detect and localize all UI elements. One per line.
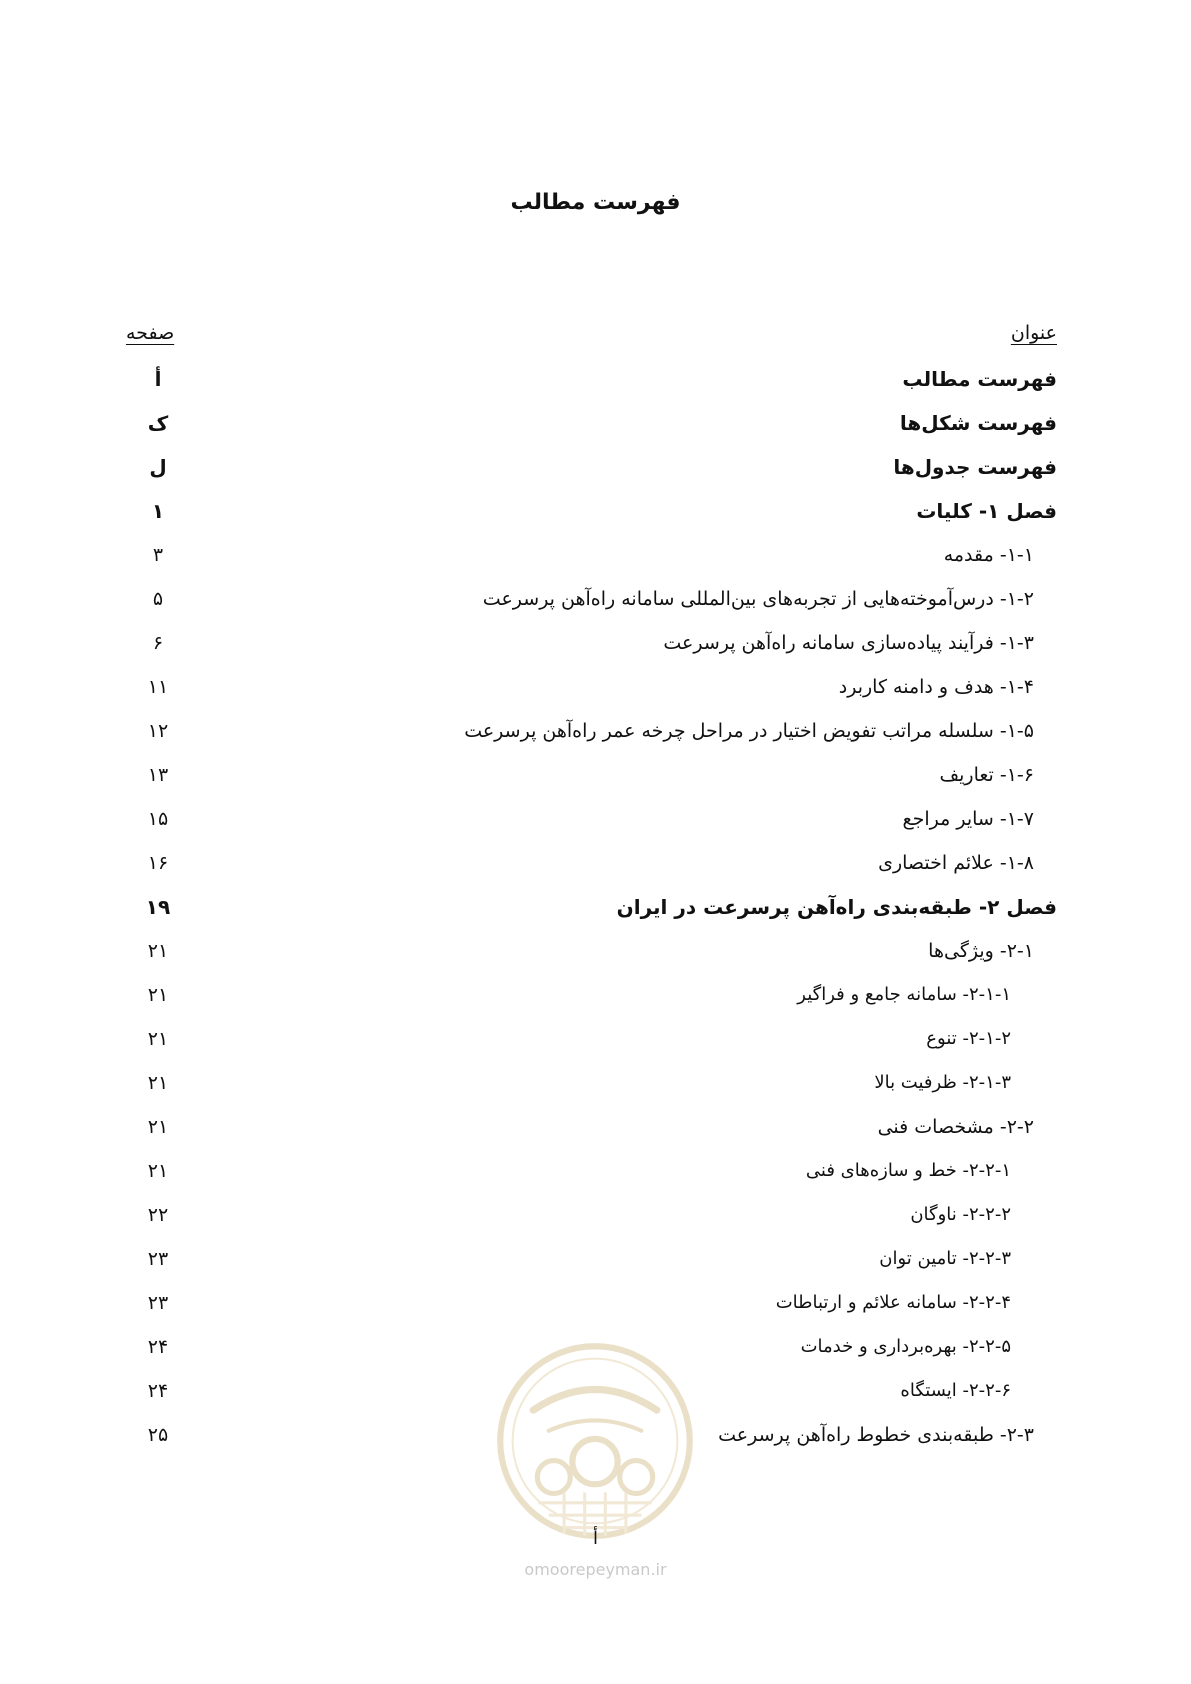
toc-entry-title: ۱-۳- فرآیند پیاده‌سازی سامانه راه‌آهن پرسرعت (663, 632, 1034, 654)
toc-entry-page: ۱۵ (147, 808, 169, 830)
toc-entry-title: ۱-۶- تعاریف (939, 764, 1034, 786)
toc-entry (0, 628, 1191, 672)
toc-entry-title: ۱-۲- درس‌آموخته‌هایی از تجربه‌های بین‌المللی سامانه راه‌آهن پرسرعت (482, 588, 1034, 610)
page-number: أ (592, 1528, 598, 1549)
toc-entry (0, 452, 1191, 496)
toc-entry-title: ۱-۷- سایر مراجع (902, 808, 1034, 830)
toc-entry (0, 848, 1191, 892)
toc-entry-title: ۱-۱- مقدمه (943, 544, 1034, 566)
toc-entry-page: ک (147, 411, 169, 435)
toc-entry-page: ۱ (151, 499, 165, 523)
toc-entry (0, 1156, 1191, 1200)
toc-entry (0, 936, 1191, 980)
toc-entry-page: ۳ (152, 544, 164, 566)
toc-entry (0, 364, 1191, 408)
toc-entry-title: ۲-۱-۱- سامانه جامع و فراگیر (797, 984, 1011, 1005)
toc-entry-page: ۲۱ (147, 940, 169, 962)
toc-entry-page: ۱۶ (147, 852, 169, 874)
toc-entry-page: ۶ (152, 632, 164, 654)
toc-entry (0, 1068, 1191, 1112)
toc-entry-page: ۲۳ (147, 1292, 169, 1314)
toc-entry-title: ۲-۱-۲- تنوع (926, 1028, 1011, 1049)
toc-entry-title: ۲-۱-۳- ظرفیت بالا (874, 1072, 1011, 1093)
toc-entry-title: ۲-۲-۵- بهره‌برداری و خدمات (800, 1336, 1011, 1357)
toc-entry-page: ۲۴ (147, 1380, 169, 1402)
toc-entry-title: ۲-۲- مشخصات فنی (877, 1116, 1034, 1138)
table-of-contents (0, 364, 1191, 1464)
toc-entry (0, 980, 1191, 1024)
toc-entry-title: فصل ۱- کلیات (916, 499, 1057, 523)
toc-entry-title: ۱-۸- علائم اختصاری (878, 852, 1034, 874)
watermark-text: omoorepeyman.ir (524, 1560, 667, 1579)
toc-entry-title: ۲-۲-۱- خط و سازه‌های فنی (805, 1160, 1011, 1181)
toc-entry-title: ۲-۲-۲- ناوگان (910, 1204, 1011, 1225)
toc-entry (0, 584, 1191, 628)
toc-entry (0, 408, 1191, 452)
toc-entry-page: ۵ (152, 588, 164, 610)
toc-entry-page: ل (149, 455, 167, 479)
toc-entry-page: ۱۳ (147, 764, 169, 786)
toc-entry (0, 1112, 1191, 1156)
toc-entry (0, 672, 1191, 716)
toc-entry-title: ۲-۲-۴- سامانه علائم و ارتباطات (775, 1292, 1011, 1313)
toc-entry-title: ۲-۱- ویژگی‌ها (928, 940, 1034, 962)
toc-entry-title: ۲-۲-۳- تامین توان (879, 1248, 1011, 1269)
toc-entry (0, 1200, 1191, 1244)
toc-entry-title: فصل ۲- طبقه‌بندی راه‌آهن پرسرعت در ایران (616, 895, 1057, 919)
toc-entry-title: فهرست شکل‌ها (899, 411, 1057, 435)
toc-entry-title: ۱-۵- سلسله مراتب تفویض اختیار در مراحل چرخه عمر راه‌آهن پرسرعت (464, 720, 1034, 742)
toc-entry-page: ۱۹ (145, 895, 171, 919)
toc-entry-page: ۲۱ (147, 1072, 169, 1094)
title-column-header: عنوان (1010, 322, 1057, 344)
toc-entry (0, 1288, 1191, 1332)
toc-entry-title: فهرست جدول‌ها (893, 455, 1057, 479)
toc-entry-page: ۲۴ (147, 1336, 169, 1358)
toc-entry-page: ۲۲ (147, 1204, 169, 1226)
toc-entry-page: ۲۱ (147, 1028, 169, 1050)
toc-entry (0, 540, 1191, 584)
toc-entry (0, 496, 1191, 540)
toc-entry-page: ۱۱ (147, 676, 169, 698)
watermark-seal-icon (492, 1338, 698, 1544)
toc-entry-page: ۲۳ (147, 1248, 169, 1270)
toc-entry (0, 892, 1191, 936)
toc-entry (0, 1244, 1191, 1288)
toc-entry-page: ۲۱ (147, 1116, 169, 1138)
toc-entry-page: ۲۱ (147, 984, 169, 1006)
toc-entry-title: ۲-۳- طبقه‌بندی خطوط راه‌آهن پرسرعت (718, 1424, 1034, 1446)
toc-entry-page: ۱۲ (147, 720, 169, 742)
toc-entry-page: أ (154, 367, 162, 391)
toc-entry (0, 716, 1191, 760)
toc-entry (0, 760, 1191, 804)
toc-entry (0, 1024, 1191, 1068)
toc-entry-title: ۱-۴- هدف و دامنه کاربرد (838, 676, 1034, 698)
page-column-header: صفحه (126, 322, 175, 344)
toc-entry-title: فهرست مطالب (902, 367, 1057, 391)
page-title: فهرست مطالب (510, 190, 681, 215)
toc-entry (0, 804, 1191, 848)
toc-entry-page: ۲۵ (147, 1424, 169, 1446)
toc-entry-title: ۲-۲-۶- ایستگاه (900, 1380, 1011, 1401)
toc-entry-page: ۲۱ (147, 1160, 169, 1182)
